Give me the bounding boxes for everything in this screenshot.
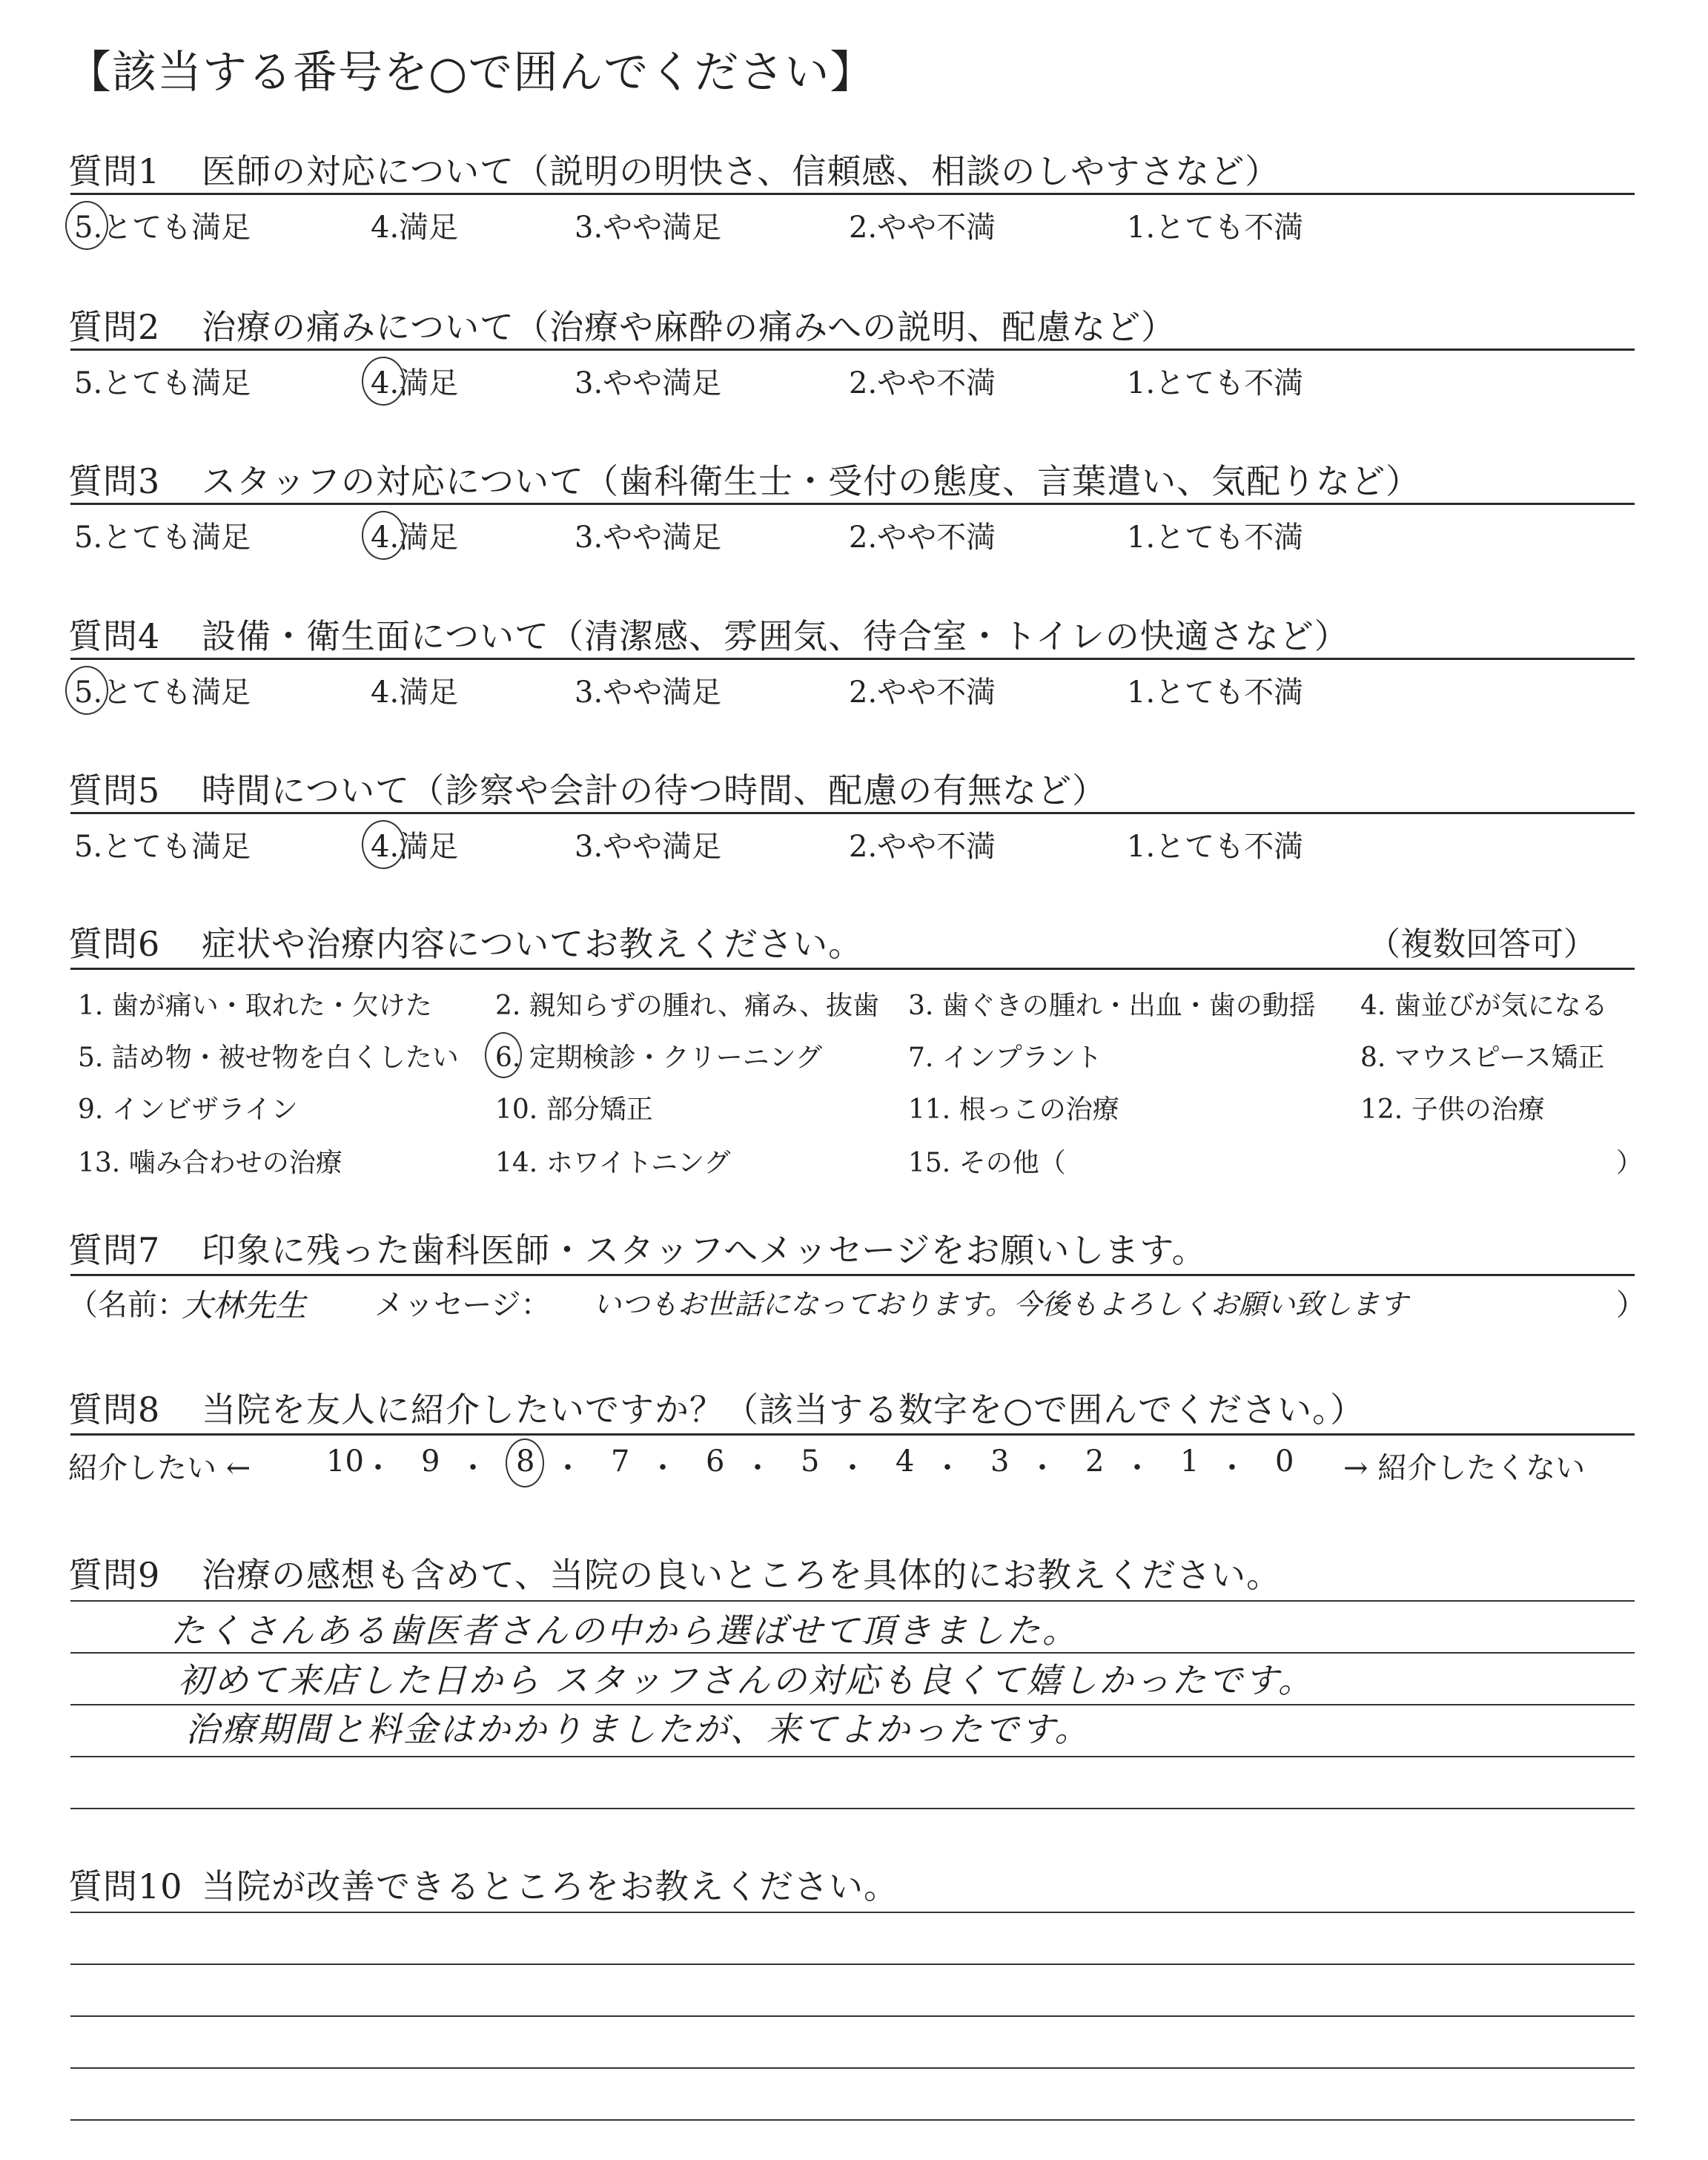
q4-option-3[interactable]: 3.やや満足 bbox=[575, 676, 722, 710]
q8-scale-10[interactable]: 10 bbox=[326, 1444, 364, 1479]
q6-option-4[interactable]: 4. 歯並びが気になる bbox=[1360, 991, 1608, 1021]
q7-text: 印象に残った歯科医師・スタッフへメッセージをお願いします。 bbox=[202, 1230, 1207, 1270]
q5-text: 時間について（診察や会計の待つ時間、配慮の有無など） bbox=[202, 770, 1108, 810]
q6-option-7[interactable]: 7. インプラント bbox=[908, 1043, 1102, 1073]
q8-separator: ・ bbox=[1122, 1451, 1152, 1485]
q6-heading bbox=[68, 917, 863, 966]
q6-option-8[interactable]: 8. マウスピース矯正 bbox=[1360, 1043, 1605, 1073]
q2-text: 治療の痛みについて（治療や麻酔の痛みへの説明、配慮など） bbox=[202, 307, 1176, 347]
selection-circle bbox=[485, 1032, 522, 1078]
q5-option-3[interactable]: 3.やや満足 bbox=[575, 830, 722, 864]
q6-option-12[interactable]: 12. 子供の治療 bbox=[1360, 1094, 1545, 1125]
q4-text: 設備・衛生面について（清潔感、雰囲気、待合室・トイレの快適さなど） bbox=[202, 616, 1349, 656]
q5-option-1[interactable]: 1.とても不満 bbox=[1127, 830, 1304, 864]
selection-circle bbox=[506, 1439, 544, 1487]
q9-text: 治療の感想も含めて、当院の良いところを具体的にお教えください。 bbox=[202, 1555, 1282, 1595]
q7-message-value: いつもお世話になっております。今後もよろしくお願い致します bbox=[593, 1288, 1408, 1321]
q10-line bbox=[70, 2015, 1635, 2017]
q3-label: 質問3 bbox=[68, 461, 161, 501]
q7-message-label: メッセージ： bbox=[374, 1288, 551, 1322]
q8-scale-0[interactable]: 0 bbox=[1275, 1444, 1294, 1479]
q8-scale-6[interactable]: 6 bbox=[706, 1444, 725, 1479]
q1-option-5[interactable]: 5.とても満足 bbox=[74, 211, 251, 245]
q4-label: 質問4 bbox=[68, 616, 161, 656]
selection-circle bbox=[362, 820, 405, 869]
q10-heading bbox=[68, 1860, 898, 1909]
q1-rule bbox=[70, 193, 1635, 195]
q4-rule bbox=[70, 658, 1635, 660]
q6-label: 質問6 bbox=[68, 924, 161, 964]
q9-answer-line: 初めて来店した日から スタッフさんの対応も良くて嬉しかったです。 bbox=[178, 1660, 1314, 1700]
q6-option-11[interactable]: 11. 根っこの治療 bbox=[908, 1094, 1119, 1125]
q1-text: 医師の対応について（説明の明快さ、信頼感、相談のしやすさなど） bbox=[202, 151, 1280, 191]
q2-option-5[interactable]: 5.とても満足 bbox=[74, 366, 251, 400]
q3-rule bbox=[70, 503, 1635, 505]
q9-line bbox=[70, 1756, 1635, 1757]
q1-label: 質問1 bbox=[68, 151, 161, 191]
q8-text: 当院を友人に紹介したいですか？（該当する数字を○で囲んでください。） bbox=[202, 1390, 1366, 1430]
q2-option-4[interactable]: 4.満足 bbox=[371, 366, 459, 400]
q6-option-10[interactable]: 10. 部分矯正 bbox=[495, 1094, 653, 1125]
q7-name-value: 大林先生 bbox=[182, 1287, 307, 1324]
selection-circle bbox=[362, 357, 405, 406]
q4-option-2[interactable]: 2.やや不満 bbox=[849, 676, 996, 710]
q6-option-15[interactable]: 15. その他（ bbox=[908, 1148, 1066, 1178]
q9-line bbox=[70, 1808, 1635, 1809]
q2-option-2[interactable]: 2.やや不満 bbox=[849, 366, 996, 400]
q9-heading bbox=[68, 1548, 1281, 1597]
q6-option-14[interactable]: 14. ホワイトニング bbox=[495, 1148, 731, 1178]
q6-option-3[interactable]: 3. 歯ぐきの腫れ・出血・歯の動揺 bbox=[908, 991, 1316, 1021]
q2-label: 質問2 bbox=[68, 307, 161, 347]
q1-option-2[interactable]: 2.やや不満 bbox=[849, 211, 996, 245]
q8-separator: ・ bbox=[933, 1451, 962, 1485]
q10-label: 質問10 bbox=[68, 1866, 183, 1906]
q6-option-1[interactable]: 1. 歯が痛い・取れた・欠けた bbox=[78, 991, 432, 1021]
q2-option-1[interactable]: 1.とても不満 bbox=[1127, 366, 1304, 400]
q5-label: 質問5 bbox=[68, 770, 161, 810]
q1-heading bbox=[68, 145, 1280, 194]
q2-option-3[interactable]: 3.やや満足 bbox=[575, 366, 722, 400]
selection-circle bbox=[65, 666, 108, 715]
q8-scale-1[interactable]: 1 bbox=[1180, 1444, 1199, 1479]
q5-option-5[interactable]: 5.とても満足 bbox=[74, 830, 251, 864]
q7-heading bbox=[68, 1223, 1207, 1272]
q8-separator: ・ bbox=[1027, 1451, 1057, 1485]
q8-scale-9[interactable]: 9 bbox=[421, 1444, 440, 1479]
q6-multi-note: （複数回答可） bbox=[1368, 925, 1596, 963]
q8-heading bbox=[68, 1383, 1365, 1432]
q9-answer-line: たくさんある歯医者さんの中から選ばせて頂きました。 bbox=[171, 1611, 1079, 1651]
q4-option-1[interactable]: 1.とても不満 bbox=[1127, 676, 1304, 710]
q6-option-5[interactable]: 5. 詰め物・被せ物を白くしたい bbox=[78, 1043, 459, 1073]
q3-option-1[interactable]: 1.とても不満 bbox=[1127, 521, 1304, 555]
q6-option-6[interactable]: 6. 定期検診・クリーニング bbox=[495, 1043, 823, 1073]
q9-line bbox=[70, 1600, 1635, 1602]
q3-option-3[interactable]: 3.やや満足 bbox=[575, 521, 722, 555]
q6-option-2[interactable]: 2. 親知らずの腫れ、痛み、抜歯 bbox=[495, 991, 880, 1021]
q9-answer-line: 治療期間と料金はかかりましたが、来てよかったです。 bbox=[185, 1709, 1091, 1749]
q8-scale-3[interactable]: 3 bbox=[990, 1444, 1010, 1479]
q10-line bbox=[70, 2067, 1635, 2069]
q3-option-2[interactable]: 2.やや不満 bbox=[849, 521, 996, 555]
q6-rule bbox=[70, 968, 1635, 970]
q6-option-9[interactable]: 9. インビザライン bbox=[78, 1094, 298, 1125]
q8-scale-7[interactable]: 7 bbox=[611, 1444, 630, 1479]
q10-line bbox=[70, 1964, 1635, 1965]
q5-heading bbox=[68, 764, 1107, 813]
q8-scale-4[interactable]: 4 bbox=[896, 1444, 915, 1479]
q2-rule bbox=[70, 349, 1635, 351]
q9-label: 質問9 bbox=[68, 1555, 161, 1595]
q3-text: スタッフの対応について（歯科衛生士・受付の態度、言葉遣い、気配りなど） bbox=[202, 461, 1421, 501]
q8-separator: ・ bbox=[648, 1451, 678, 1485]
q7-rule bbox=[70, 1274, 1635, 1276]
q8-separator: ・ bbox=[458, 1451, 488, 1485]
q3-option-5[interactable]: 5.とても満足 bbox=[74, 521, 251, 555]
q4-option-5[interactable]: 5.とても満足 bbox=[74, 676, 251, 710]
q7-name-prefix: （名前： bbox=[68, 1288, 187, 1322]
q5-option-4[interactable]: 4.満足 bbox=[371, 830, 459, 864]
q1-option-1[interactable]: 1.とても不満 bbox=[1127, 211, 1304, 245]
q4-option-4[interactable]: 4.満足 bbox=[371, 676, 459, 710]
q8-right-label: → 紹介したくない bbox=[1343, 1451, 1586, 1485]
q8-separator: ・ bbox=[743, 1451, 772, 1485]
q6-text: 症状や治療内容についてお教えください。 bbox=[202, 924, 864, 964]
q8-scale-8[interactable]: 8 bbox=[516, 1444, 535, 1479]
q1-option-4[interactable]: 4.満足 bbox=[371, 211, 459, 245]
form-title: 【該当する番号を○で囲んでください】 bbox=[67, 47, 875, 99]
q5-option-2[interactable]: 2.やや不満 bbox=[849, 830, 996, 864]
q8-separator: ・ bbox=[1217, 1451, 1247, 1485]
q8-label: 質問8 bbox=[68, 1390, 161, 1430]
q5-rule bbox=[70, 812, 1635, 814]
q10-line bbox=[70, 2119, 1635, 2121]
q6-other-close: ） bbox=[1616, 1148, 1644, 1178]
q4-heading bbox=[68, 610, 1349, 658]
q8-scale-2[interactable]: 2 bbox=[1085, 1444, 1105, 1479]
q1-option-3[interactable]: 3.やや満足 bbox=[575, 211, 722, 245]
q8-separator: ・ bbox=[838, 1451, 867, 1485]
q8-scale-5[interactable]: 5 bbox=[801, 1444, 820, 1479]
q7-label: 質問7 bbox=[68, 1230, 161, 1270]
q8-separator: ・ bbox=[553, 1451, 583, 1485]
selection-circle bbox=[362, 511, 405, 560]
q10-text: 当院が改善できるところをお教えください。 bbox=[202, 1866, 898, 1906]
q3-option-4[interactable]: 4.満足 bbox=[371, 521, 459, 555]
q6-option-13[interactable]: 13. 噛み合わせの治療 bbox=[78, 1148, 342, 1178]
q8-left-label: 紹介したい ← bbox=[68, 1451, 251, 1485]
q3-heading bbox=[68, 455, 1420, 503]
q7-close: ） bbox=[1616, 1288, 1646, 1322]
q2-heading bbox=[68, 300, 1176, 349]
q8-rule bbox=[70, 1433, 1635, 1436]
q10-line bbox=[70, 1912, 1635, 1913]
selection-circle bbox=[65, 201, 108, 250]
q8-separator: ・ bbox=[363, 1451, 393, 1485]
